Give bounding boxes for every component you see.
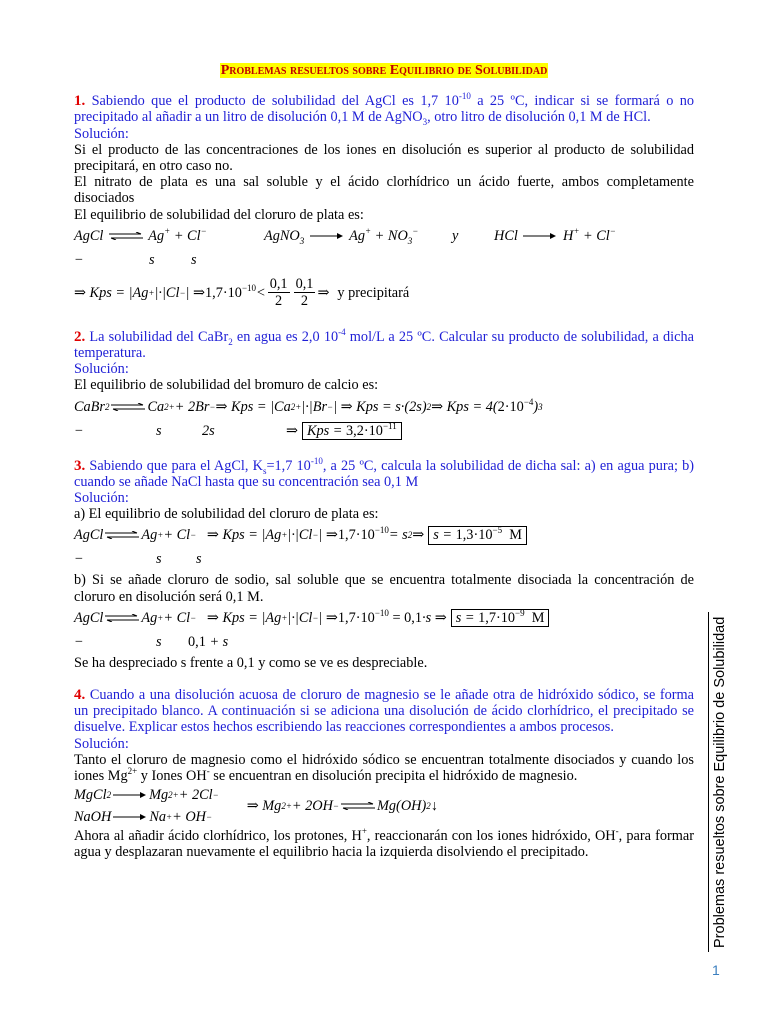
- paragraph: Si el producto de las concentraciones de los iones en disolución es superior al producto de solubilidad precipitará, en otro caso no.: [74, 141, 694, 175]
- page-number: 1: [712, 962, 720, 978]
- paragraph: El equilibrio de solubilidad del cloruro de plata es:: [74, 206, 364, 223]
- equation: CaBr 2 Ca 2+ + 2Br − ⇒ Kps = |Ca 2+ |·|Br − | ⇒ Kps = s·(2s) 2 ⇒ Kps = 4( $2\cdot 10^{-4}$ ) 3: [74, 396, 543, 415]
- document-title: Problemas resueltos sobre Equilibrio de Solubilidad: [220, 63, 548, 78]
- equilibrium-arrow-icon: [109, 232, 143, 240]
- paragraph: Ahora al añadir ácido clorhídrico, los protones, H+, reaccionarán con los iones hidróxido, OH-, para formar agua y desplazaran nuevamente el equilibrio hacia la izquierda disolviendo el precipitado.: [74, 826, 694, 861]
- equation: MgCl 2 Mg 2+ + 2Cl −: [74, 787, 219, 804]
- reaction-arrow-icon: [113, 791, 147, 799]
- equation: − s 0,1 + s: [74, 633, 229, 650]
- reaction-arrow-icon: [113, 813, 147, 821]
- equation: − s 2s ⇒ Kps = $3,2\cdot 10^{-11}$: [74, 420, 694, 442]
- paragraph: El equilibrio de solubilidad del bromuro de calcio es:: [74, 377, 379, 394]
- equation: ⇒ Kps = |Ag + |·|Cl − | ⇒ $1,7\cdot 10^{-10}$ < $\frac{0,1}{2}$ $\frac{0,1}{2}$ ⇒ y precipitará: [74, 276, 410, 310]
- equation-group: [74, 784, 694, 828]
- solution-label: Solución:: [74, 125, 129, 142]
- equation: AgCl Ag+ + Cl− AgNO$_3$ $Ag^+ + NO_3^-$ y HCl H+ + Cl−: [74, 225, 616, 246]
- solution-label: Solución:: [74, 735, 129, 752]
- equation: ⇒ Mg 2+ + 2OH − Mg(OH) 2 ↓: [246, 798, 438, 815]
- equilibrium-arrow-icon: [105, 531, 139, 539]
- problem-1-statement: 1. Sabiendo que el producto de solubilidad del AgCl es 1,7 $10^{-10}$ a 25 ºC, indicar si se formará o no precipitado al añadir a un litro de disolución 0,1 M de AgNO$_3$, otro litro de disolución 0,1 M de HCl.: [74, 91, 695, 128]
- equilibrium-arrow-icon: [105, 614, 139, 622]
- equation: − s s: [74, 551, 202, 568]
- problem-4: [74, 687, 694, 861]
- document-body: [74, 62, 694, 877]
- equation: NaOH Na + + OH −: [74, 809, 213, 826]
- equation: AgCl Ag + + Cl − ⇒ Kps = |Ag + |·|Cl − | ⇒ $1,7\cdot 10^{-10}$ = s 2 ⇒ $s = 1,3\cdot 10^{-5}$ M: [74, 524, 694, 546]
- problem-1: [74, 93, 694, 313]
- paragraph: Tanto el cloruro de magnesio como el hidróxido sódico se encuentran totalmente disociados y cuando los iones $Mg^{2+}$ y Iones OH- se encuentran en disolución precipita el hidróxido de magnesio.: [74, 751, 694, 785]
- equilibrium-arrow-icon: [341, 802, 375, 810]
- problem-2-statement: 2. La solubilidad del CaBr$_2$ en agua es 2,0 $10^{-4}$ mol/L a 25 ºC. Calcular su producto de solubilidad, a dicha temperatura.: [74, 327, 694, 362]
- reaction-arrow-icon: [310, 232, 344, 240]
- paragraph: Se ha despreciado s frente a 0,1 y como se ve es despreciable.: [74, 654, 428, 671]
- paragraph: a) El equilibrio de solubilidad del cloruro de plata es:: [74, 506, 379, 523]
- problem-4-statement: 4. Cuando a una disolución acuosa de cloruro de magnesio se le añade otra de hidróxido sódico, se forma un precipitado blanco. A continuación si se adiciona una disolución de ácido clorhídrico, el precipitado se disuelve. Explicar estos hechos escribiendo las reacciones correspondientes a ambos procesos.: [74, 687, 694, 736]
- paragraph: El nitrato de plata es una sal soluble y el ácido clorhídrico un ácido fuerte, ambos completamente disociados: [74, 174, 694, 207]
- problem-3-statement: 3. Sabiendo que para el AgCl, $K_s=1,7$ $10^{-10}$, a 25 ºC, calcula la solubilidad de dicha sal: a) en agua pura; b) cuando se añade NaCl hasta que su concentración sea 0,1 M: [74, 455, 694, 490]
- solution-label: Solución:: [74, 361, 129, 378]
- equilibrium-arrow-icon: [111, 403, 145, 411]
- side-running-title: Problemas resueltos sobre Equilibrio de Solubilidad: [712, 616, 728, 948]
- equation: − s s: [74, 251, 197, 268]
- reaction-arrow-icon: [523, 232, 557, 240]
- problem-2: [74, 329, 694, 442]
- solution-label: Solución:: [74, 490, 129, 507]
- problem-3: [74, 455, 694, 671]
- paragraph: b) Si se añade cloruro de sodio, sal soluble que se encuentra totalmente disociada la concentración de cloruro en disolución será 0,1 M.: [74, 572, 694, 605]
- equation: AgCl Ag + + Cl − ⇒ Kps = |Ag + |·|Cl − | ⇒ $1,7\cdot 10^{-10} = 0,1$ ·s ⇒ $s = 1,7\cdot 10^{-9}$ M: [74, 607, 694, 629]
